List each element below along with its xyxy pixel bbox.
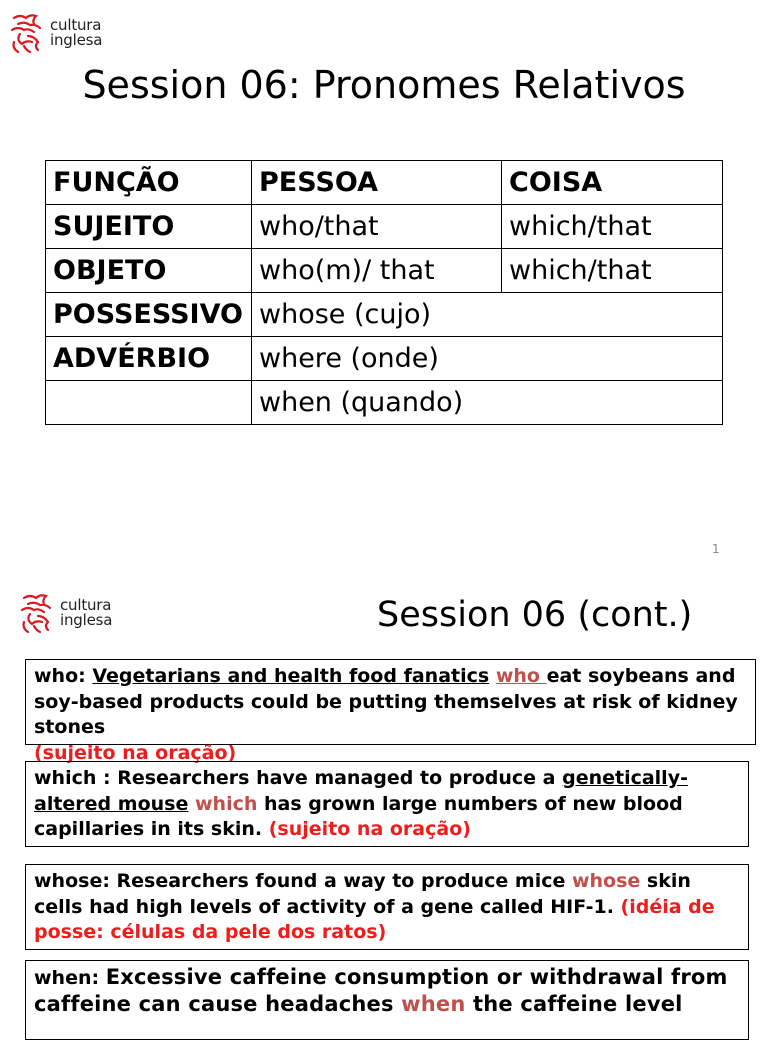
example-when (25, 960, 749, 1040)
header-coisa: COISA (502, 161, 723, 205)
example-rest: has grown large numbers of new blood capillaries in its skin. (34, 792, 683, 840)
example-label: whose: Researchers found a way to produce mice (34, 870, 572, 892)
example-antecedent: genetically-altered mouse (34, 767, 688, 815)
example-label: when: (34, 967, 106, 989)
header-pessoa: PESSOA (252, 161, 502, 205)
brand-line1: cultura (60, 596, 112, 614)
example-rest: skin cells had high levels of activity of a gene called HIF-1. (34, 870, 691, 918)
table-cell-function: ADVÉRBIO (46, 337, 252, 381)
table-row (46, 381, 723, 425)
slide1-title: Session 06: Pronomes Relativos (82, 63, 686, 107)
example-pronoun: when (401, 991, 466, 1016)
brand-line2: inglesa (50, 31, 103, 49)
table-cell-function: SUJEITO (46, 205, 252, 249)
relative-pronouns-table (45, 160, 723, 425)
example-note: (idéia de posse: células da pele dos ratos) (34, 895, 715, 943)
example-pronoun: who (495, 665, 547, 687)
table-cell-person: who(m)/ that (252, 249, 502, 293)
example-pronoun: whose (571, 870, 641, 892)
table-cell-function: OBJETO (46, 249, 252, 293)
example-antecedent: Vegetarians and health food fanatics (92, 665, 490, 687)
table-cell-function: POSSESSIVO (46, 293, 252, 337)
example-label: who: (34, 665, 93, 687)
table-cell-function (46, 381, 252, 425)
page-number: 1 (712, 542, 720, 556)
table-header-row (46, 161, 723, 205)
example-text: Excessive caffeine consumption or withdrawal from caffeine can cause headaches (34, 965, 728, 1016)
example-label: which : Researchers have managed to produce a (34, 767, 563, 789)
table-row (46, 293, 723, 337)
brand-wordmark (50, 18, 102, 48)
example-which (25, 761, 749, 847)
lion-logo-icon (18, 592, 56, 634)
example-rest: the caffeine level (465, 991, 683, 1016)
table-cell-person-thing: when (quando) (252, 381, 723, 425)
example-pronoun: which (194, 792, 258, 815)
example-note: (sujeito na oração) (34, 741, 237, 764)
example-whose (25, 864, 749, 950)
slide2-title: Session 06 (cont.) (377, 595, 693, 635)
table-cell-person-thing: where (onde) (252, 337, 723, 381)
example-who (25, 659, 756, 764)
table-cell-person-thing: whose (cujo) (252, 293, 723, 337)
brand-logo (18, 592, 112, 634)
table-cell-thing: which/that (502, 249, 723, 293)
brand-line1: cultura (50, 16, 102, 34)
table-row (46, 205, 723, 249)
brand-logo (8, 12, 102, 54)
example-note: (sujeito na oração) (268, 818, 471, 840)
header-funcao: FUNÇÃO (46, 161, 252, 205)
table-cell-thing: which/that (502, 205, 723, 249)
table-row (46, 337, 723, 381)
brand-wordmark (60, 598, 112, 628)
table-row (46, 249, 723, 293)
brand-line2: inglesa (60, 611, 113, 629)
lion-logo-icon (8, 12, 46, 54)
table-cell-person: who/that (252, 205, 502, 249)
example-rest: eat soybeans and soy-based products could be putting themselves at risk of kidney stones (34, 665, 738, 738)
